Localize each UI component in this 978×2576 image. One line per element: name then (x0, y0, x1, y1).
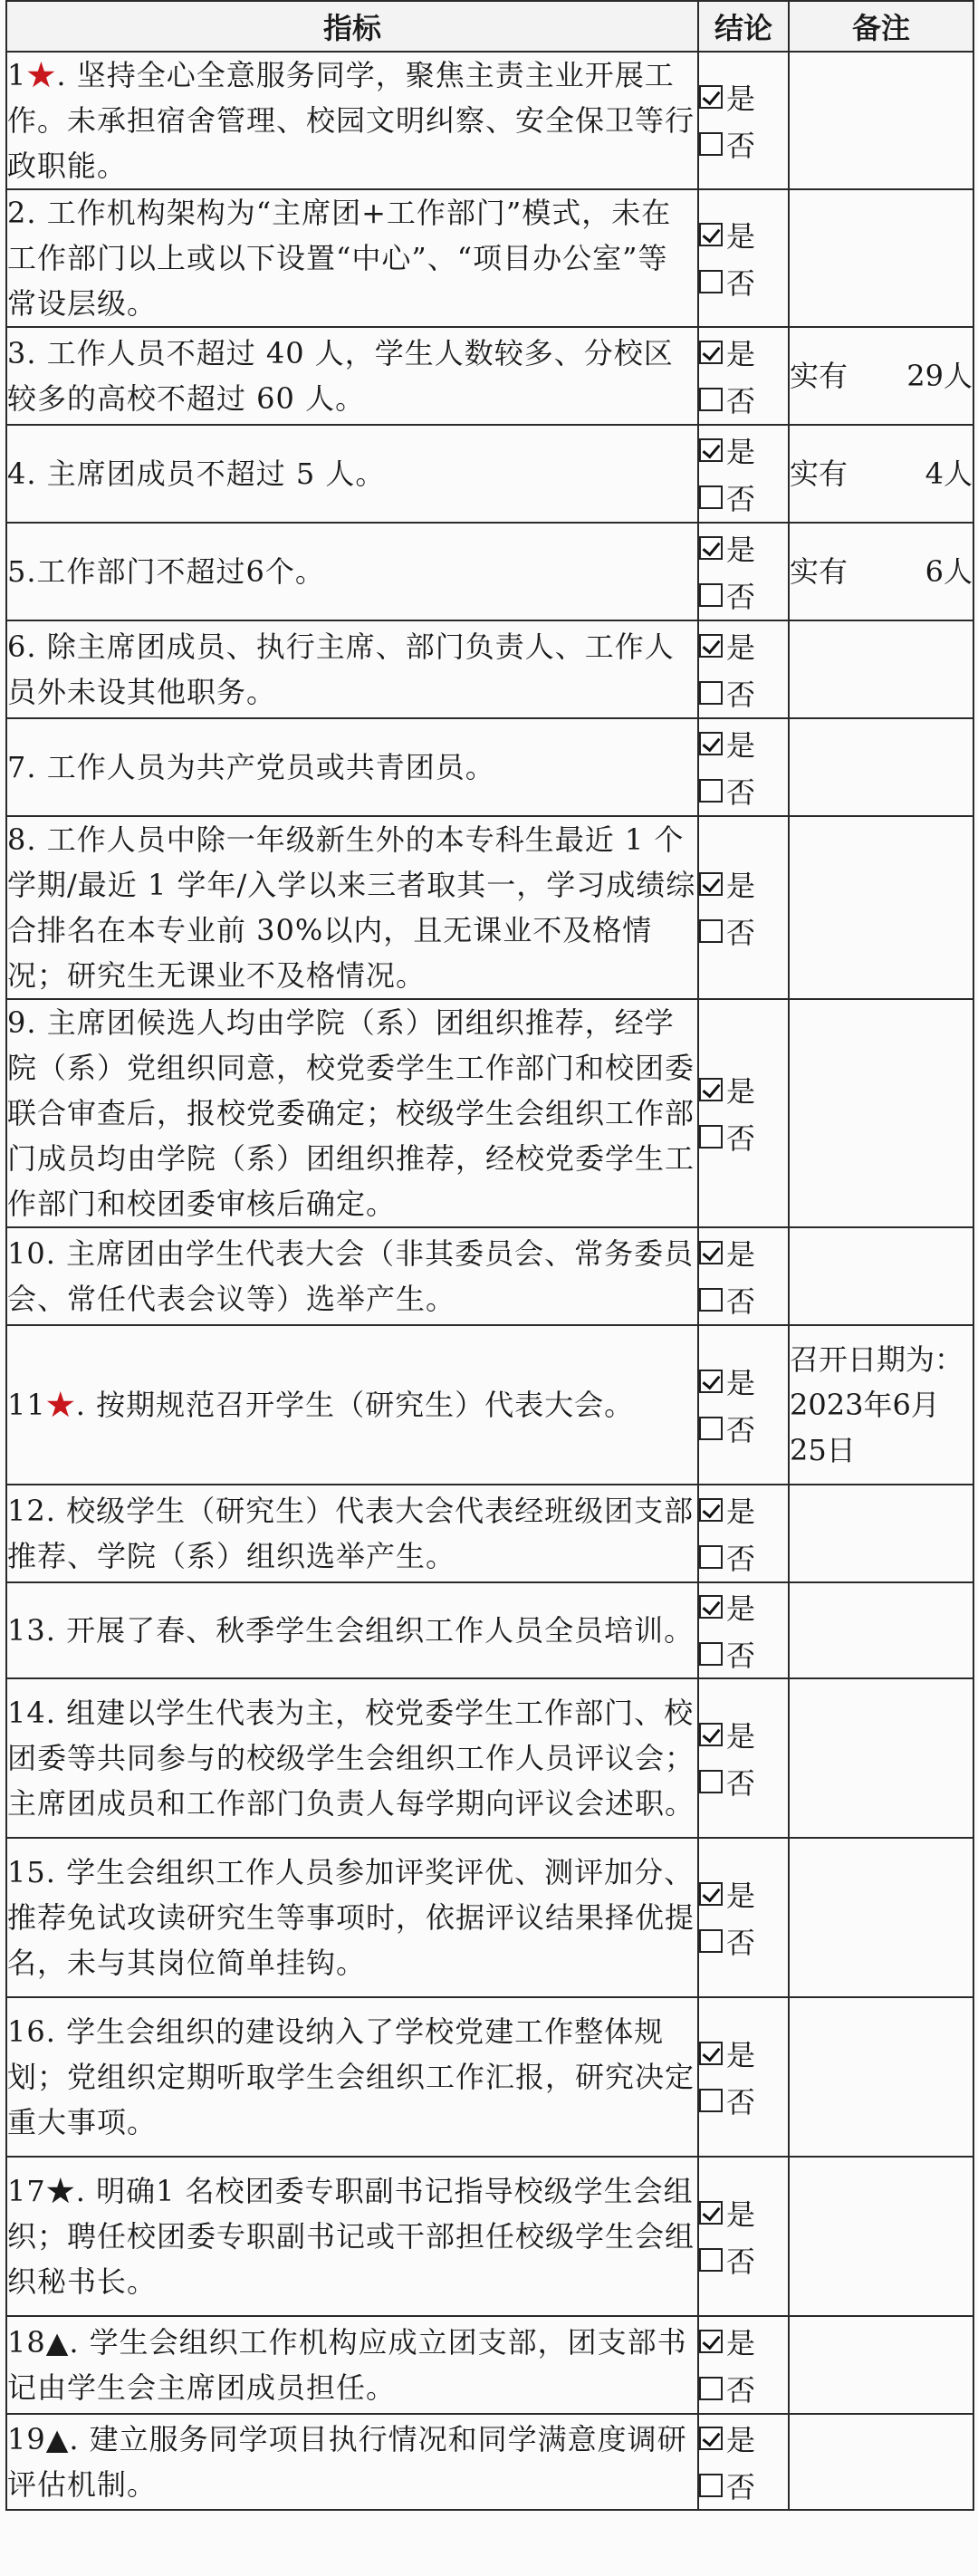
note-prefix: 实有 (790, 554, 849, 589)
item-mark: ★ (26, 58, 57, 92)
yes-label: 是 (726, 2197, 756, 2232)
note-cell (789, 620, 973, 718)
note-cell (789, 2414, 973, 2510)
yes-checkbox[interactable] (699, 1370, 723, 1393)
no-label: 否 (726, 1284, 756, 1319)
yes-checkbox[interactable] (699, 2042, 723, 2065)
conclusion-cell (698, 1997, 789, 2157)
no-checkbox[interactable] (699, 1125, 723, 1149)
note-text: 召开日期为：2023年6月25日 (790, 1342, 964, 1467)
table-row (6, 1325, 973, 1485)
indicator-cell (6, 1485, 698, 1582)
note-cell (789, 327, 973, 425)
table-row (6, 2316, 973, 2414)
no-label: 否 (726, 2373, 756, 2408)
option-no[interactable] (699, 767, 788, 814)
conclusion-cell (698, 1582, 789, 1678)
conclusion-cell (698, 425, 789, 523)
option-yes[interactable] (699, 2189, 788, 2236)
option-yes[interactable] (699, 1229, 788, 1276)
option-no[interactable] (699, 1533, 788, 1581)
yes-label: 是 (726, 1719, 756, 1754)
option-yes[interactable] (699, 524, 788, 572)
note-cell (789, 189, 973, 327)
option-no[interactable] (699, 572, 788, 619)
note-cell (789, 1485, 973, 1582)
conclusion-cell (698, 1838, 789, 1997)
item-number: 10 (7, 1236, 46, 1271)
indicator-cell (6, 2414, 698, 2510)
note-cell (789, 1678, 973, 1838)
no-checkbox[interactable] (699, 388, 723, 411)
item-number: 16 (7, 2014, 46, 2049)
option-no[interactable] (699, 1758, 788, 1805)
note-cell (789, 425, 973, 523)
item-text: . 学生会组织工作机构应成立团支部，团支部书记由学生会主席团成员担任。 (7, 2325, 687, 2405)
no-label: 否 (726, 266, 756, 301)
yes-label: 是 (726, 1074, 756, 1109)
table-row (6, 1678, 973, 1838)
conclusion-cell (698, 1485, 789, 1582)
item-text: . 校级学生（研究生）代表大会代表经班级团支部推荐、学院（系）组织选举产生。 (7, 1494, 695, 1573)
conclusion-cell (698, 1227, 789, 1325)
conclusion-cell (698, 816, 789, 999)
item-number: 18 (7, 2325, 46, 2360)
conclusion-cell (698, 718, 789, 816)
conclusion-cell (698, 1678, 789, 1838)
no-checkbox[interactable] (699, 132, 723, 156)
item-mark: ★ (45, 1388, 76, 1422)
item-number: 13 (7, 1613, 46, 1648)
option-yes[interactable] (699, 860, 788, 908)
no-label: 否 (726, 775, 756, 810)
indicator-cell (6, 327, 698, 425)
yes-label: 是 (726, 2326, 756, 2360)
indicator-cell (6, 1838, 698, 1997)
yes-checkbox[interactable] (699, 1595, 723, 1619)
option-no[interactable] (699, 2365, 788, 2412)
no-checkbox[interactable] (699, 1417, 723, 1440)
indicator-cell (6, 2316, 698, 2414)
option-yes[interactable] (699, 1870, 788, 1918)
conclusion-cell (698, 999, 789, 1227)
option-yes[interactable] (699, 211, 788, 258)
item-number: 15 (7, 1855, 46, 1889)
no-label: 否 (726, 1542, 756, 1576)
item-text: . 工作人员中除一年级新生外的本专科生最近 1 个学期/最近 1 学年/入学以来三者取其一，学习成绩综合排名在本专业前 30%以内，且无课业不及格情况；研究生无课业不及格情况。 (7, 822, 696, 993)
item-number: 17 (7, 2174, 46, 2208)
no-checkbox[interactable] (699, 1545, 723, 1569)
conclusion-cell (698, 327, 789, 425)
note-cell (789, 1838, 973, 1997)
item-number: 1 (7, 58, 27, 92)
table-row (6, 1582, 973, 1678)
table-row (6, 999, 973, 1227)
note-value: 29人 (906, 359, 973, 393)
table-row (6, 2157, 973, 2316)
note-prefix: 实有 (790, 359, 849, 393)
no-label: 否 (726, 482, 756, 516)
yes-label: 是 (726, 435, 756, 469)
item-text: . 坚持全心全意服务同学，聚焦主责主业开展工作。未承担宿舍管理、校园文明纠察、安全保卫等行政职能。 (7, 58, 695, 183)
no-label: 否 (726, 384, 756, 418)
option-yes[interactable] (699, 1711, 788, 1758)
option-yes[interactable] (699, 2415, 788, 2462)
yes-checkbox[interactable] (699, 1498, 723, 1522)
yes-label: 是 (726, 630, 756, 665)
yes-label: 是 (726, 1366, 756, 1400)
note-prefix: 实有 (790, 457, 849, 491)
table-row (6, 523, 973, 620)
option-no[interactable] (699, 1113, 788, 1160)
option-no[interactable] (699, 474, 788, 521)
yes-checkbox[interactable] (699, 223, 723, 246)
option-yes[interactable] (699, 73, 788, 120)
conclusion-cell (698, 2414, 789, 2510)
option-no[interactable] (699, 1405, 788, 1452)
option-no[interactable] (699, 908, 788, 955)
no-label: 否 (726, 580, 756, 614)
item-text: . 组建以学生代表为主，校党委学生工作部门、校团委等共同参与的校级学生会组织工作人员评议会；主席团成员和工作部门负责人每学期向评议会述职。 (7, 1696, 695, 1821)
item-text: . 主席团成员不超过 5 人。 (26, 457, 386, 491)
no-label: 否 (726, 1639, 756, 1673)
indicator-cell (6, 620, 698, 718)
no-checkbox[interactable] (699, 1770, 723, 1793)
conclusion-cell (698, 523, 789, 620)
header-row (6, 1, 973, 52)
option-no[interactable] (699, 2236, 788, 2283)
option-yes[interactable] (699, 720, 788, 767)
no-label: 否 (726, 2085, 756, 2119)
no-label: 否 (726, 1121, 756, 1156)
note-cell (789, 718, 973, 816)
option-no[interactable] (699, 2462, 788, 2509)
item-text: .工作部门不超过6个。 (26, 554, 325, 589)
yes-checkbox[interactable] (699, 1723, 723, 1746)
item-mark: ▲ (45, 2422, 70, 2456)
no-label: 否 (726, 1766, 756, 1801)
table-row (6, 1227, 973, 1325)
yes-checkbox[interactable] (699, 438, 723, 462)
note-cell (789, 523, 973, 620)
item-text: . 学生会组织工作人员参加评奖评优、测评加分、推荐免试攻读研究生等事项时，依据评议结果择优提名，未与其岗位简单挂钩。 (7, 1855, 695, 1980)
yes-checkbox[interactable] (699, 2427, 723, 2450)
note-cell (789, 999, 973, 1227)
table-row (6, 1485, 973, 1582)
yes-label: 是 (726, 1237, 756, 1272)
table-row (6, 327, 973, 425)
indicator-cell (6, 718, 698, 816)
item-text: . 建立服务同学项目执行情况和同学满意度调研评估机制。 (7, 2422, 687, 2502)
evaluation-table (5, 0, 974, 2511)
item-text: . 明确1 名校团委专职副书记指导校级学生会组织；聘任校团委专职副书记或干部担任校级学生会组织秘书长。 (7, 2174, 695, 2299)
option-no[interactable] (699, 669, 788, 716)
no-checkbox[interactable] (699, 919, 723, 943)
no-checkbox[interactable] (699, 2474, 723, 2497)
item-text: . 工作人员不超过 40 人，学生人数较多、分校区较多的高校不超过 60 人。 (7, 336, 674, 416)
conclusion-cell (698, 52, 789, 189)
yes-label: 是 (726, 1591, 756, 1626)
option-no[interactable] (699, 376, 788, 423)
option-yes[interactable] (699, 329, 788, 376)
indicator-cell (6, 1582, 698, 1678)
option-yes[interactable] (699, 2030, 788, 2077)
no-label: 否 (726, 678, 756, 712)
item-number: 12 (7, 1494, 46, 1528)
indicator-cell (6, 999, 698, 1227)
table-row (6, 816, 973, 999)
note-cell (789, 1227, 973, 1325)
yes-checkbox[interactable] (699, 2330, 723, 2353)
option-yes[interactable] (699, 427, 788, 474)
note-cell (789, 816, 973, 999)
no-label: 否 (726, 129, 756, 163)
option-no[interactable] (699, 258, 788, 305)
item-text: . 主席团候选人均由学院（系）团组织推荐，经学院（系）党组织同意，校党委学生工作部门和校团委联合审查后，报校党委确定；校级学生会组织工作部门成员均由学院（系）团组织推荐，经校党委学生工作部门和校团委审核后确定。 (7, 1005, 695, 1221)
table-row (6, 1997, 973, 2157)
no-checkbox[interactable] (699, 485, 723, 509)
item-text: . 开展了春、秋季学生会组织工作人员全员培训。 (45, 1613, 695, 1648)
note-cell (789, 2157, 973, 2316)
item-number: 5 (7, 554, 27, 589)
note-cell (789, 1582, 973, 1678)
item-number: 6 (7, 630, 27, 664)
item-number: 7 (7, 750, 27, 784)
option-yes[interactable] (699, 1486, 788, 1533)
indicator-cell (6, 816, 698, 999)
item-number: 8 (7, 822, 27, 857)
yes-label: 是 (726, 869, 756, 903)
no-label: 否 (726, 1926, 756, 1960)
table-row (6, 189, 973, 327)
option-yes[interactable] (699, 1066, 788, 1113)
no-checkbox[interactable] (699, 779, 723, 803)
table-row (6, 52, 973, 189)
no-label: 否 (726, 2470, 756, 2504)
yes-checkbox[interactable] (699, 536, 723, 560)
yes-label: 是 (726, 1495, 756, 1529)
indicator-cell (6, 1997, 698, 2157)
indicator-cell (6, 1227, 698, 1325)
item-text: . 学生会组织的建设纳入了学校党建工作整体规划；党组织定期听取学生会组织工作汇报，研究决定重大事项。 (7, 2014, 695, 2139)
indicator-cell (6, 2157, 698, 2316)
conclusion-cell (698, 2157, 789, 2316)
conclusion-cell (698, 1325, 789, 1485)
no-checkbox[interactable] (699, 2248, 723, 2272)
no-label: 否 (726, 916, 756, 950)
yes-checkbox[interactable] (699, 634, 723, 658)
item-mark: ▲ (45, 2325, 70, 2360)
item-number: 14 (7, 1696, 46, 1730)
item-text: . 主席团由学生代表大会（非其委员会、常务委员会、常任代表会议等）选举产生。 (7, 1236, 695, 1316)
indicator-cell (6, 1325, 698, 1485)
header-note: 备注 (789, 1, 973, 52)
item-text: . 除主席团成员、执行主席、部门负责人、工作人员外未设其他职务。 (7, 630, 675, 709)
no-label: 否 (726, 1413, 756, 1447)
indicator-cell (6, 52, 698, 189)
yes-label: 是 (726, 2038, 756, 2072)
item-text: . 按期规范召开学生（研究生）代表大会。 (75, 1388, 635, 1422)
option-yes[interactable] (699, 1583, 788, 1630)
yes-label: 是 (726, 728, 756, 763)
conclusion-cell (698, 2316, 789, 2414)
note-value: 6人 (925, 554, 973, 589)
item-text: . 工作机构架构为“主席团+工作部门”模式，未在工作部门以上或以下设置“中心”、“项目办公室”等常设层级。 (7, 196, 672, 321)
yes-label: 是 (726, 337, 756, 371)
item-number: 19 (7, 2422, 46, 2456)
indicator-cell (6, 1678, 698, 1838)
yes-checkbox[interactable] (699, 1882, 723, 1906)
yes-label: 是 (726, 2423, 756, 2457)
yes-label: 是 (726, 82, 756, 116)
conclusion-cell (698, 189, 789, 327)
item-number: 3 (7, 336, 27, 370)
item-number: 4 (7, 457, 27, 491)
item-text: . 工作人员为共产党员或共青团员。 (26, 750, 495, 784)
no-checkbox[interactable] (699, 1288, 723, 1312)
yes-label: 是 (726, 1879, 756, 1913)
no-checkbox[interactable] (699, 681, 723, 705)
item-mark: ★ (45, 2174, 76, 2208)
option-yes[interactable] (699, 2318, 788, 2365)
no-checkbox[interactable] (699, 270, 723, 293)
no-checkbox[interactable] (699, 2089, 723, 2112)
yes-checkbox[interactable] (699, 341, 723, 364)
yes-checkbox[interactable] (699, 1241, 723, 1264)
item-number: 9 (7, 1005, 27, 1040)
option-yes[interactable] (699, 1358, 788, 1405)
yes-checkbox[interactable] (699, 872, 723, 896)
no-checkbox[interactable] (699, 2377, 723, 2400)
yes-label: 是 (726, 533, 756, 567)
indicator-cell (6, 523, 698, 620)
no-checkbox[interactable] (699, 1642, 723, 1666)
yes-label: 是 (726, 219, 756, 254)
option-no[interactable] (699, 1630, 788, 1677)
yes-checkbox[interactable] (699, 732, 723, 755)
option-no[interactable] (699, 120, 788, 168)
note-cell (789, 52, 973, 189)
indicator-cell (6, 189, 698, 327)
option-yes[interactable] (699, 622, 788, 669)
note-cell (789, 1997, 973, 2157)
note-cell (789, 1325, 973, 1485)
note-cell (789, 2316, 973, 2414)
yes-checkbox[interactable] (699, 1078, 723, 1101)
option-no[interactable] (699, 1276, 788, 1323)
item-number: 11 (7, 1388, 46, 1422)
header-indicator: 指标 (6, 1, 698, 52)
yes-checkbox[interactable] (699, 85, 723, 109)
header-conclusion: 结论 (698, 1, 789, 52)
indicator-cell (6, 425, 698, 523)
note-value: 4人 (925, 457, 973, 491)
table-row (6, 425, 973, 523)
no-checkbox[interactable] (699, 1929, 723, 1953)
option-no[interactable] (699, 2077, 788, 2124)
conclusion-cell (698, 620, 789, 718)
table-row (6, 620, 973, 718)
item-number: 2 (7, 196, 27, 230)
table-row (6, 2414, 973, 2510)
yes-checkbox[interactable] (699, 2201, 723, 2225)
option-no[interactable] (699, 1918, 788, 1965)
table-row (6, 718, 973, 816)
no-label: 否 (726, 2244, 756, 2279)
no-checkbox[interactable] (699, 583, 723, 607)
table-row (6, 1838, 973, 1997)
